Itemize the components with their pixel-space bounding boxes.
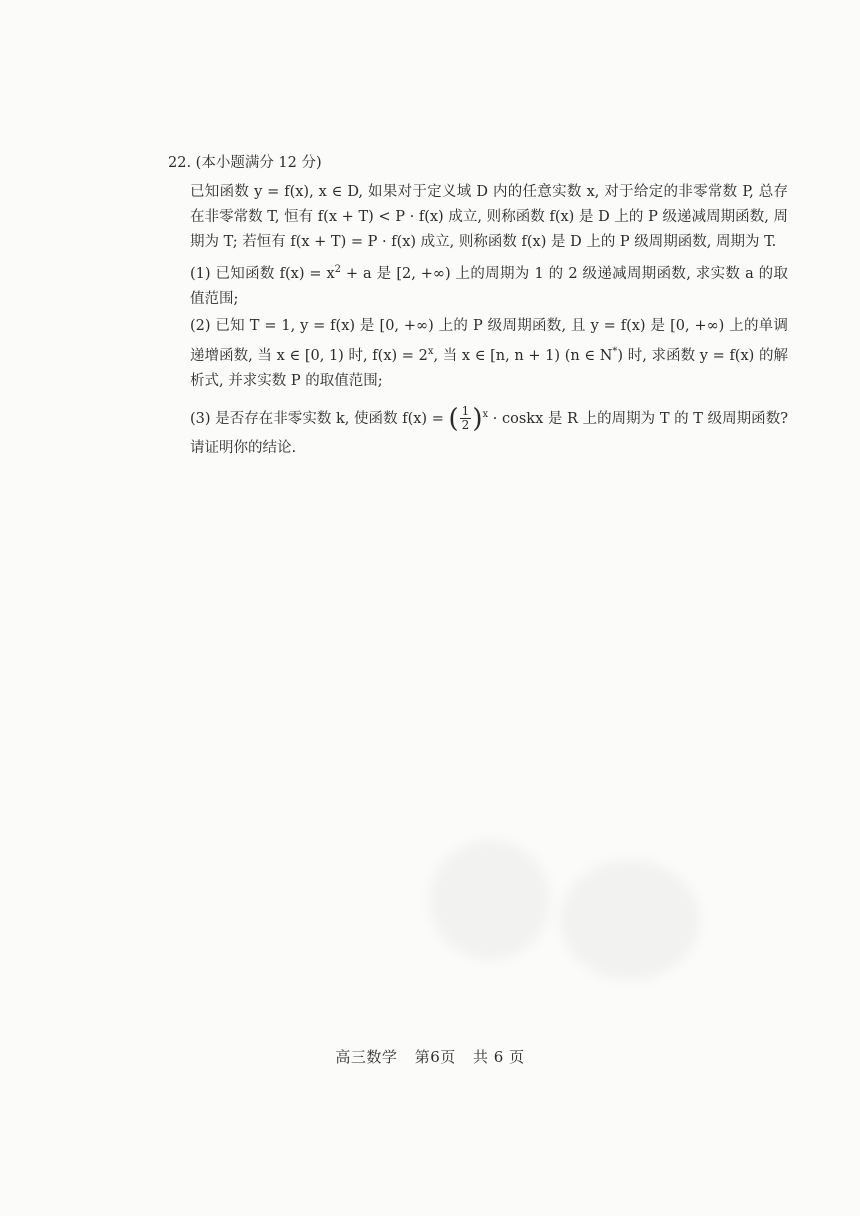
left-paren: ( [448,403,459,434]
fraction-numerator: 1 [461,403,470,418]
problem-22 [168,150,788,463]
problem-body [190,180,788,463]
superscript-2: 2 [334,264,342,275]
part-2-text-b: , 当 x ∈ [n, n + 1) (n ∈ N [433,347,613,364]
footer-total: 共 6 页 [473,1048,525,1066]
problem-heading: 22. (本小题满分 12 分) [168,155,322,171]
superscript-x: x [427,345,434,357]
part-1 [190,257,788,312]
scan-smudge [560,860,700,980]
part-3-text-a: (3) 是否存在非零实数 k, 使函数 f(x) = [190,410,449,427]
part-2-text-c: ) 时, 求函数 y = f(x) 的解析式, 并求实数 P 的取值范围; [190,347,788,389]
superscript-x: x [482,408,489,420]
page-footer [0,1046,860,1067]
footer-page: 第6页 [414,1048,456,1066]
fraction-one-half [460,405,472,432]
scan-smudge [430,840,550,960]
footer-subject: 高三数学 [335,1048,398,1066]
part-2-text-a: (2) 已知 T = 1, y = f(x) 是 [0, +∞) 上的 P 级周期函数, 且 y = f(x) 是 [0, +∞) 上的单调递增函数, 当 x ∈ [0, 1) 时, f(x) = 2 [190,317,788,364]
part-1-text-b: + a 是 [2, +∞) 上的周期为 1 的 2 级递减周期函数, 求实数 a 的取值范围; [190,265,788,307]
superscript-star: * [612,345,618,357]
part-3-text-b: · coskx 是 R 上的周期为 T 的 T 级周期函数? 请证明你的结论. [190,410,788,457]
problem-intro: 已知函数 y = f(x), x ∈ D, 如果对于定义域 D 内的任意实数 x, 对于给定的非零常数 P, 总存在非零常数 T, 恒有 f(x + T) < P · f(x) 成立, 则称函数 f(x) 是 D 上的 P 级递减周期函数, 周期为 T; 若恒有 f(x + T) = P · f(x) 成立, 则称函数 f(x) 是 D 上的 P 级周期函数, 周期为 T. [190,184,788,250]
right-paren: ) [472,403,483,434]
part-1-text-a: (1) 已知函数 f(x) = x [190,265,335,282]
part-3 [190,400,788,464]
fraction-denominator: 2 [461,417,470,432]
part-2 [190,314,788,394]
